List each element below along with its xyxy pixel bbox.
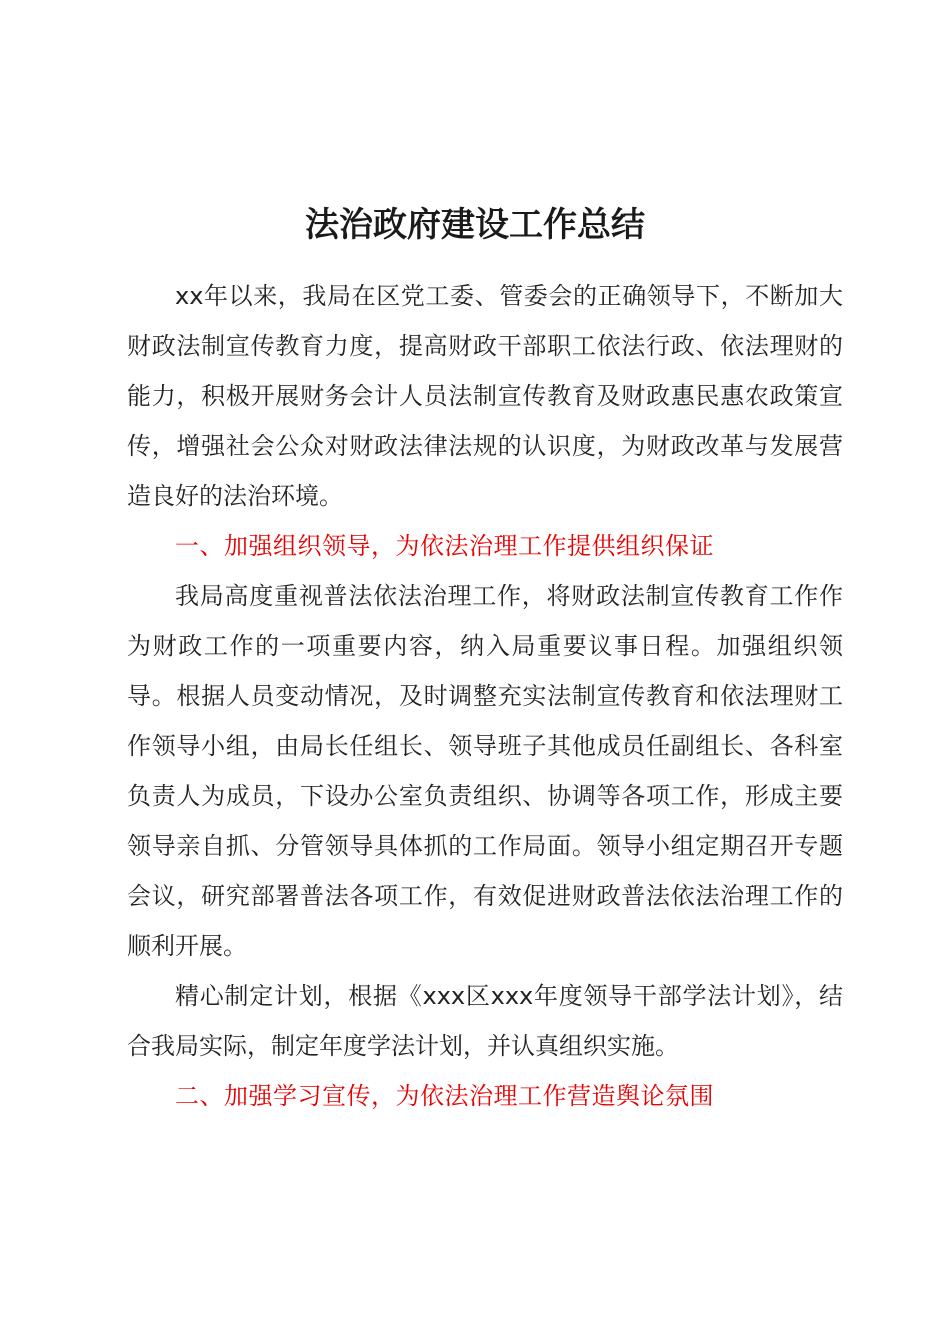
document-body: [127, 271, 843, 1121]
document-title: 法治政府建设工作总结: [305, 205, 645, 245]
intro-paragraph: xx年以来，我局在区党工委、管委会的正确领导下，不断加大财政法制宣传教育力度，提高财政干部职工依法行政、依法理财的能力，积极开展财务会计人员法制宣传教育及财政惠民惠农政策宣传，增强社会公众对财政法律法规的认识度，为财政改革与发展营造良好的法治环境。: [127, 282, 843, 510]
section-1-paragraph-1: 我局高度重视普法依法治理工作，将财政法制宣传教育工作作为财政工作的一项重要内容，纳入局重要议事日程。加强组织领导。根据人员变动情况，及时调整充实法制宣传教育和依法理财工作领导小组，由局长任组长、领导班子其他成员任副组长、各科室负责人为成员，下设办公室负责组织、协调等各项工作，形成主要领导亲自抓、分管领导具体抓的工作局面。领导小组定期召开专题会议，研究部署普法各项工作，有效促进财政普法依法治理工作的顺利开展。: [127, 582, 843, 960]
section-heading-2: 二、加强学习宣传，为依法治理工作营造舆论氛围: [175, 1082, 714, 1110]
section-1-paragraph-2: 精心制定计划，根据《xxx区xxx年度领导干部学法计划》，结合我局实际，制定年度学法计划，并认真组织实施。: [127, 982, 843, 1060]
section-heading-1: 一、加强组织领导，为依法治理工作提供组织保证: [175, 532, 714, 560]
